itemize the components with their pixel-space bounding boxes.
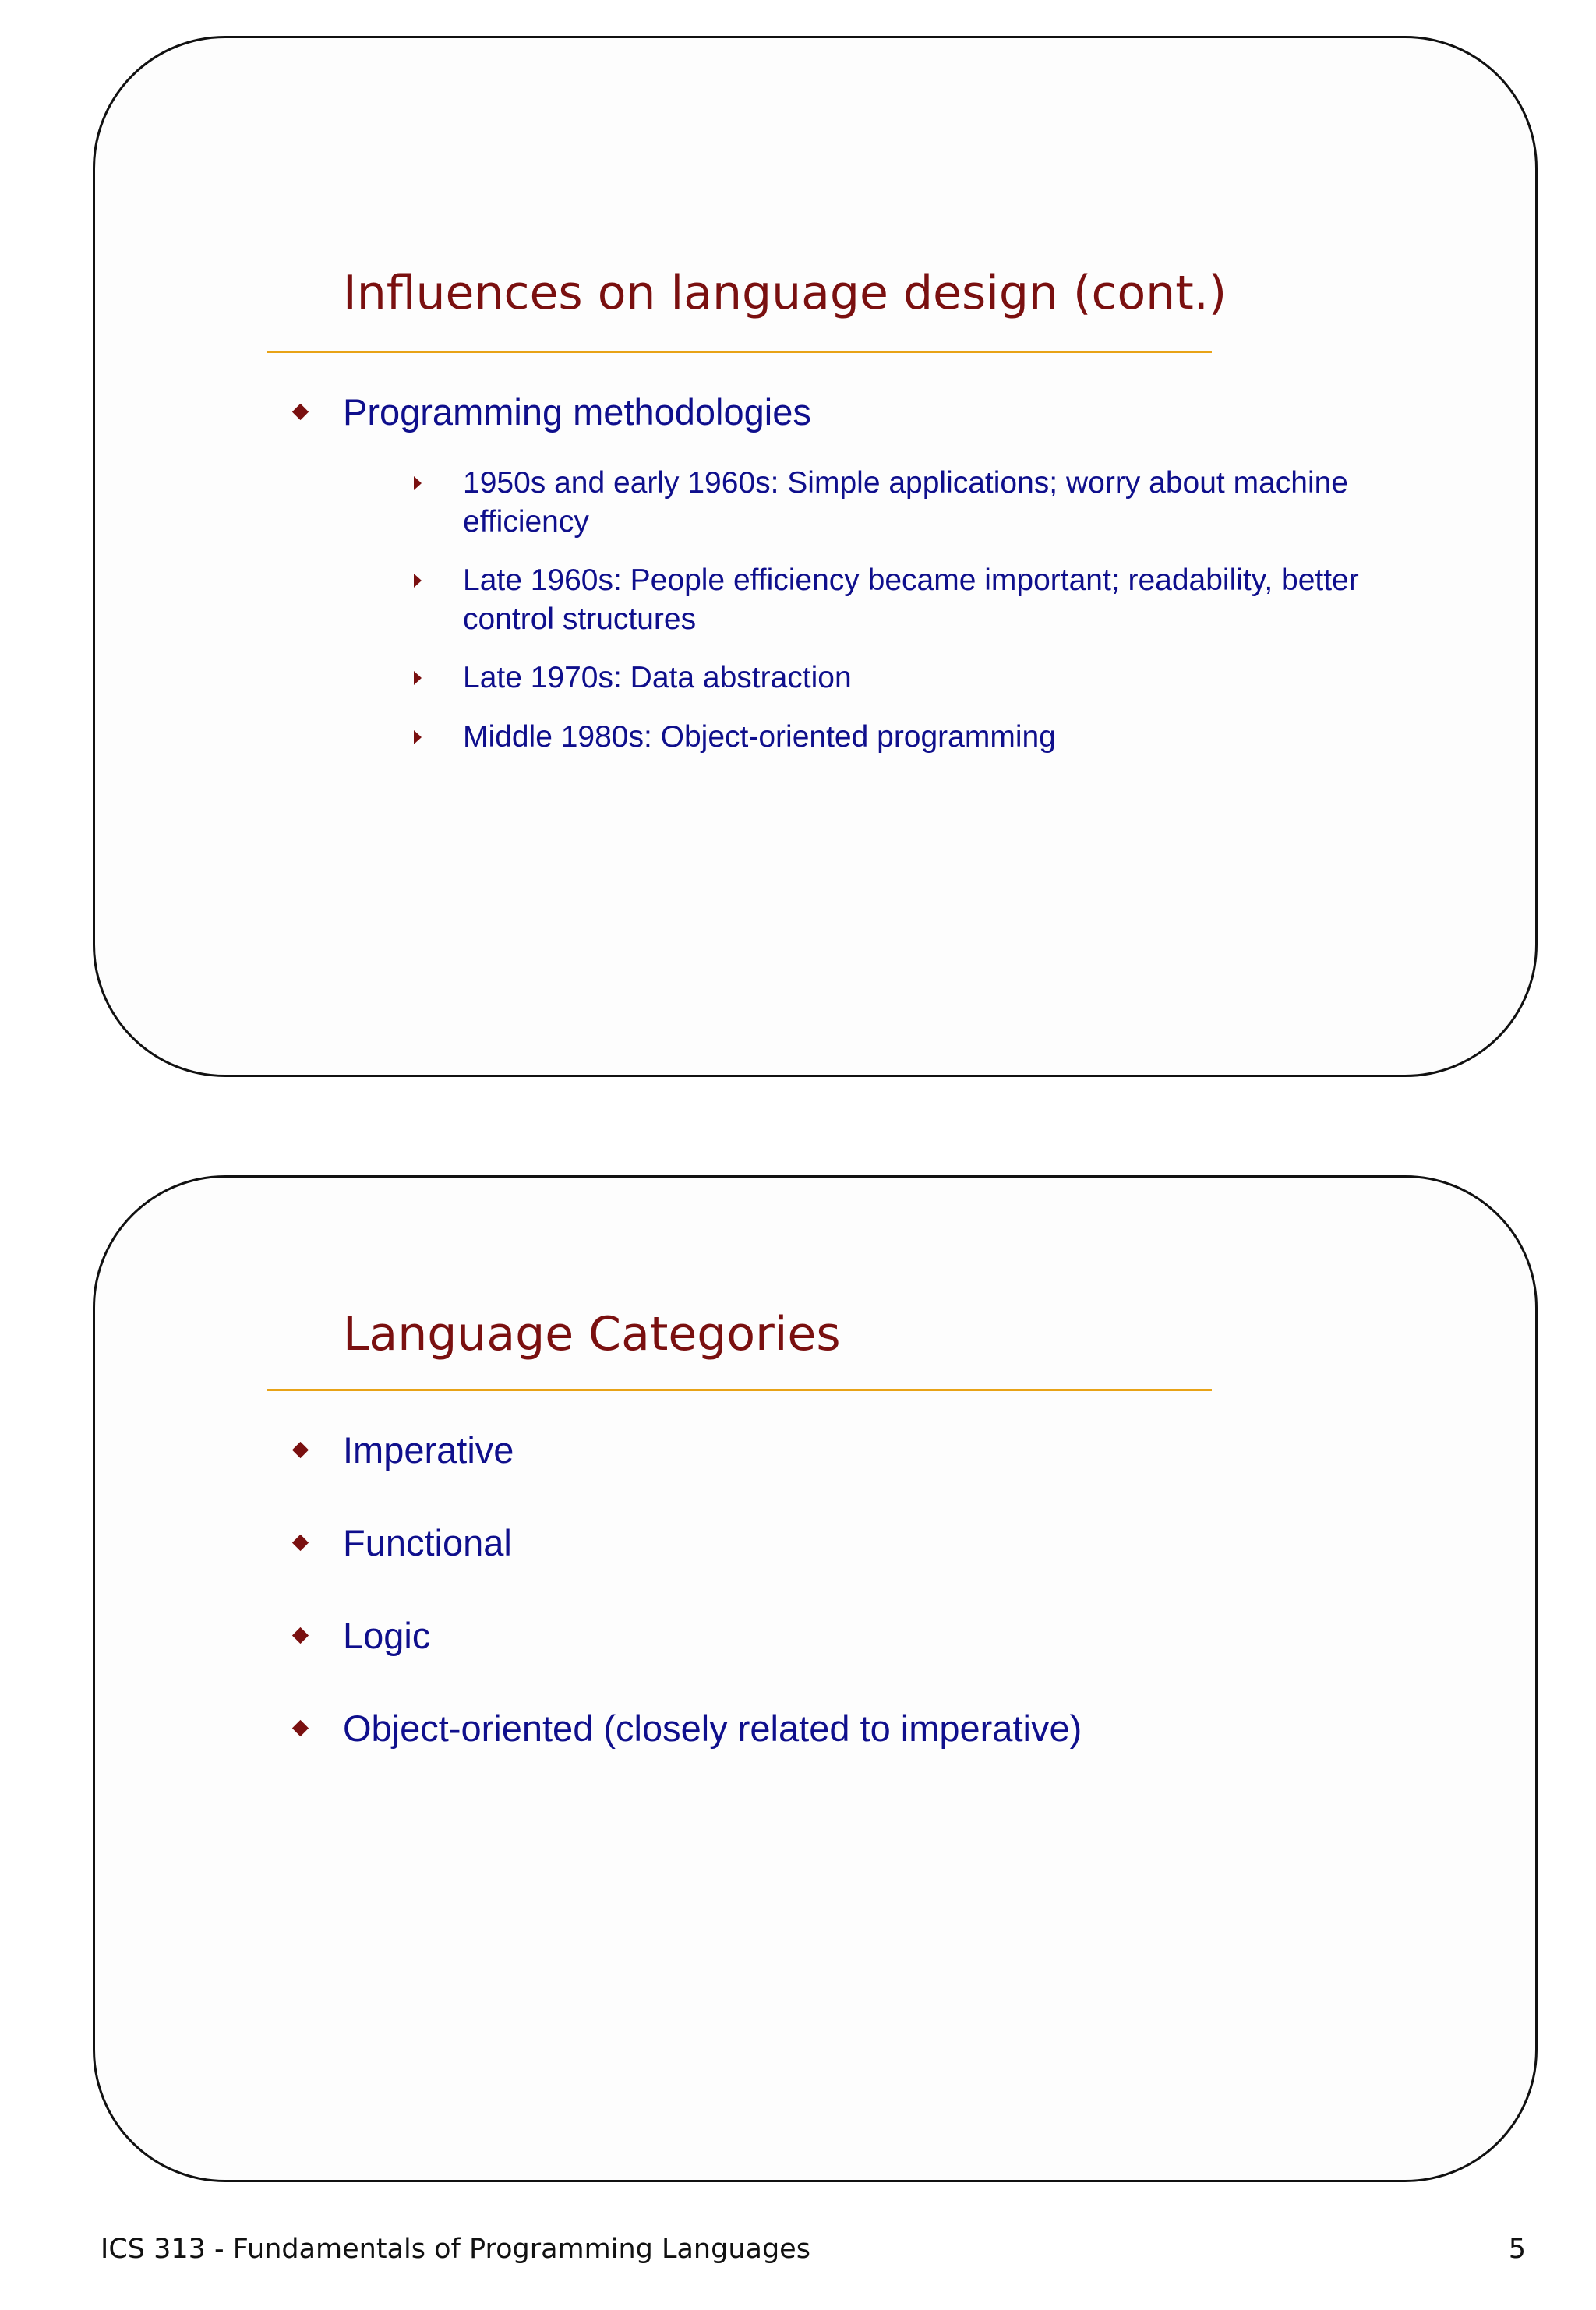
page-number: 5 — [1508, 2234, 1526, 2265]
sub-bullet-text: Late 1970s: Data abstraction — [463, 661, 852, 694]
slide-title: Language Categories — [343, 1307, 841, 1362]
sub-bullet-text: 1950s and early 1960s: Simple applications; worry about machine efficiency — [463, 466, 1348, 539]
sub-bullet-item — [463, 464, 1359, 542]
diamond-bullet-icon — [292, 1720, 309, 1736]
bullet-item — [343, 1521, 512, 1564]
sub-bullet-item — [463, 561, 1359, 639]
bullet-text: Programming methodologies — [343, 391, 811, 433]
footer-course-title: ICS 313 - Fundamentals of Programming Languages — [101, 2234, 810, 2265]
diamond-bullet-icon — [292, 404, 309, 420]
bullet-text: Imperative — [343, 1429, 514, 1471]
diamond-bullet-icon — [292, 1627, 309, 1644]
triangle-bullet-icon — [414, 574, 422, 588]
sub-bullet-item — [463, 659, 1359, 698]
bullet-text: Object-oriented (closely related to imperative) — [343, 1708, 1082, 1749]
triangle-bullet-icon — [414, 671, 422, 685]
bullet-text: Functional — [343, 1522, 512, 1563]
bullet-item — [343, 1429, 514, 1471]
slide-2 — [93, 1175, 1538, 2182]
sub-bullet-text: Middle 1980s: Object-oriented programming — [463, 720, 1056, 754]
sub-bullet-text: Late 1960s: People efficiency became important; readability, better control structures — [463, 563, 1359, 636]
diamond-bullet-icon — [292, 1535, 309, 1551]
bullet-item — [343, 1707, 1082, 1750]
bullet-item — [343, 390, 811, 433]
slide-title: Influences on language design (cont.) — [343, 266, 1227, 320]
title-divider — [267, 351, 1212, 353]
triangle-bullet-icon — [414, 730, 422, 744]
bullet-item — [343, 1614, 430, 1657]
title-divider — [267, 1389, 1212, 1391]
sub-bullet-item — [463, 718, 1359, 757]
diamond-bullet-icon — [292, 1442, 309, 1458]
triangle-bullet-icon — [414, 476, 422, 490]
slide-1 — [93, 36, 1538, 1077]
bullet-text: Logic — [343, 1615, 431, 1656]
